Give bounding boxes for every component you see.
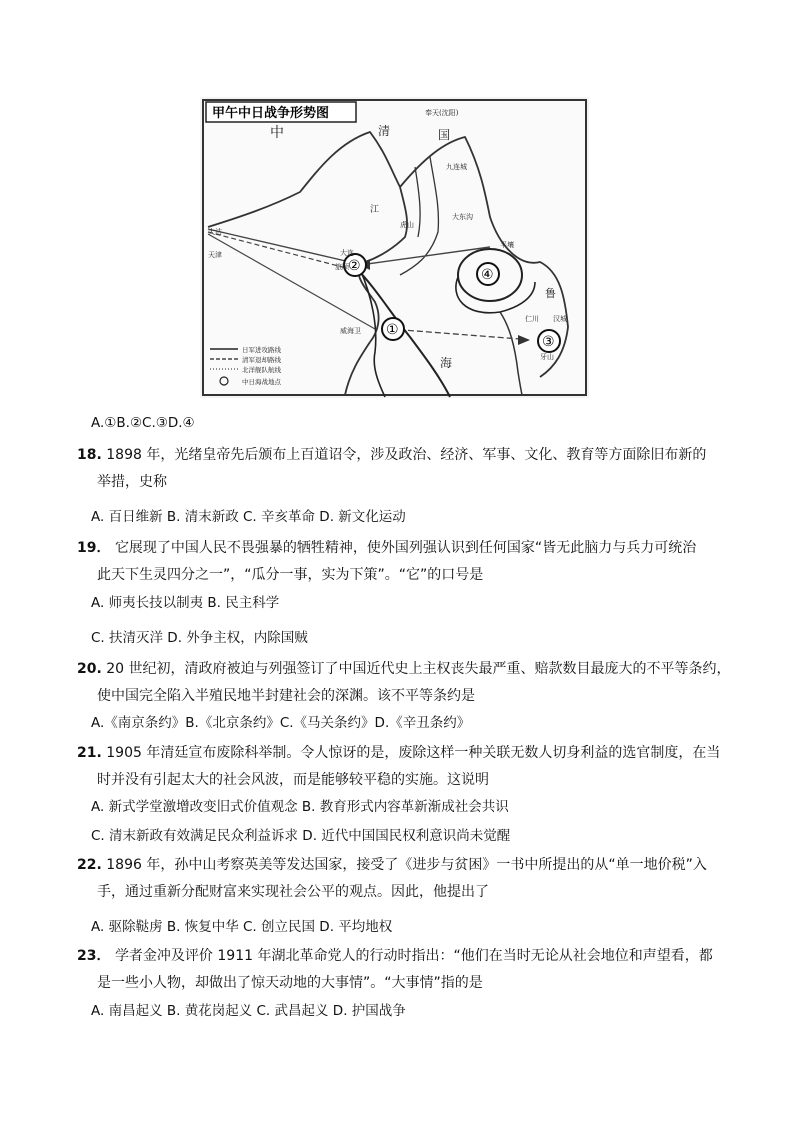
q20-stem-line2: 使中国完全陷入半殖民地半封建社会的深渊。该不平等条约是	[97, 688, 475, 704]
q23-text-1: 学者金冲及评价 1911 年湖北革命党人的行动时指出：“他们在当时无论从社会地位和声望看，都	[114, 948, 713, 964]
marker-1	[382, 318, 404, 340]
label-hushan: 虎山	[400, 221, 414, 229]
label-yashan: 牙山	[540, 353, 554, 361]
label-tianjin: 天津	[208, 251, 222, 259]
q22-stem-line1	[77, 855, 707, 875]
svg-text:②: ②	[348, 258, 361, 274]
label-dalian: 大连	[340, 249, 354, 257]
q23-stem-line2: 是一些小人物，却做出了惊天动地的大事情”。“大事情”指的是	[97, 975, 483, 991]
war-map-figure	[200, 97, 589, 398]
label-lu: 鲁	[545, 287, 556, 300]
q22-options: A. 驱除鞑虏 B. 恢复中华 C. 创立民国 D. 平均地权	[91, 919, 393, 935]
label-hancheng: 汉城	[553, 315, 567, 323]
svg-text:①: ①	[386, 322, 399, 338]
q22-stem-line2: 手，通过重新分配财富来实现社会公平的观点。因此，他提出了	[97, 884, 489, 900]
svg-text:④: ④	[481, 267, 494, 283]
marker-3	[538, 330, 560, 352]
q19-options-2: C. 扶清灭洋 D. 外争主权，内除国贼	[91, 630, 308, 646]
q22-number: 22.	[77, 857, 102, 873]
q20-number: 20.	[77, 661, 102, 677]
legend-item: 日军进攻路线	[242, 346, 281, 354]
label-qing: 清	[378, 124, 391, 138]
q19-text-1: 它展现了中国人民不畏强暴的牺牲精神，使外国列强认识到任何国家“皆无此脑力与兵力可统治	[114, 540, 697, 556]
label-weihaiwei: 威海卫	[340, 327, 361, 335]
label-dadonggou: 大东沟	[452, 213, 473, 221]
q18-options: A. 百日维新 B. 清末新政 C. 辛亥革命 D. 新文化运动	[91, 509, 406, 525]
label-zhong: 中	[270, 125, 284, 141]
q18-text-1: 1898 年，光绪皇帝先后颁布上百道诏令，涉及政治、经济、军事、文化、教育等方面除旧布新的	[106, 447, 707, 463]
q20-text-1: 20 世纪初，清政府被迫与列强签订了中国近代史上主权丧失最严重、赔款数目最庞大的不平等条约，	[106, 661, 731, 677]
q19-options-1: A. 师夷长技以制夷 B. 民主科学	[91, 595, 280, 611]
q20-stem-line1	[77, 659, 731, 679]
q23-stem-line1	[77, 946, 713, 966]
q17-options: A.①B.②C.③D.④	[91, 415, 195, 431]
legend-item: 中日海战地点	[242, 378, 281, 386]
svg-text:③: ③	[542, 334, 555, 350]
q21-stem-line1	[77, 743, 720, 763]
map-title: 甲午中日战争形势图	[212, 106, 330, 121]
q18-stem-line1	[77, 445, 706, 465]
legend-item: 北洋舰队航线	[242, 366, 281, 374]
label-renchuan: 仁川	[525, 315, 539, 323]
q19-number: 19．	[77, 540, 111, 556]
marker-4	[477, 263, 499, 285]
q18-number: 18.	[77, 447, 102, 463]
war-map	[200, 97, 589, 398]
q20-options: A.《南京条约》B.《北京条约》C.《马关条约》D.《辛丑条约》	[91, 715, 471, 731]
q18-stem-line2: 举措，史称	[97, 474, 167, 490]
q21-options-2: C. 清末新政有效满足民众利益诉求 D. 近代中国国民权利意识尚未觉醒	[91, 828, 511, 844]
label-dagu: 大沽	[208, 228, 222, 236]
label-hai: 海	[440, 356, 453, 370]
legend-item: 清军退却路线	[242, 356, 281, 364]
q21-options-1: A. 新式学堂激增改变旧式价值观念 B. 教育形式内容革新渐成社会共识	[91, 799, 509, 815]
q21-number: 21.	[77, 745, 102, 761]
label-mukden: 奉天(沈阳)	[425, 109, 459, 117]
q23-options: A. 南昌起义 B. 黄花岗起义 C. 武昌起义 D. 护国战争	[91, 1003, 406, 1019]
q23-number: 23．	[77, 948, 111, 964]
label-guo: 国	[438, 128, 451, 142]
q22-text-1: 1896 年，孙中山考察英美等发达国家，接受了《进步与贫困》一书中所提出的从“单一地价税”入	[106, 857, 707, 873]
label-pingrang: 平壤	[500, 241, 514, 249]
q19-stem-line1	[77, 538, 696, 558]
label-lushun: 旅顺	[335, 263, 349, 271]
label-jiang: 江	[370, 205, 380, 215]
label-jiulian: 九连城	[446, 163, 467, 171]
q19-stem-line2: 此天下生灵四分之一”，“瓜分一事，实为下策”。“它”的口号是	[97, 567, 484, 583]
q21-stem-line2: 时并没有引起太大的社会风波，而是能够较平稳的实施。这说明	[97, 772, 489, 788]
q21-text-1: 1905 年清廷宣布废除科举制。令人惊讶的是，废除这样一种关联无数人切身利益的选官制度，在当	[106, 745, 721, 761]
